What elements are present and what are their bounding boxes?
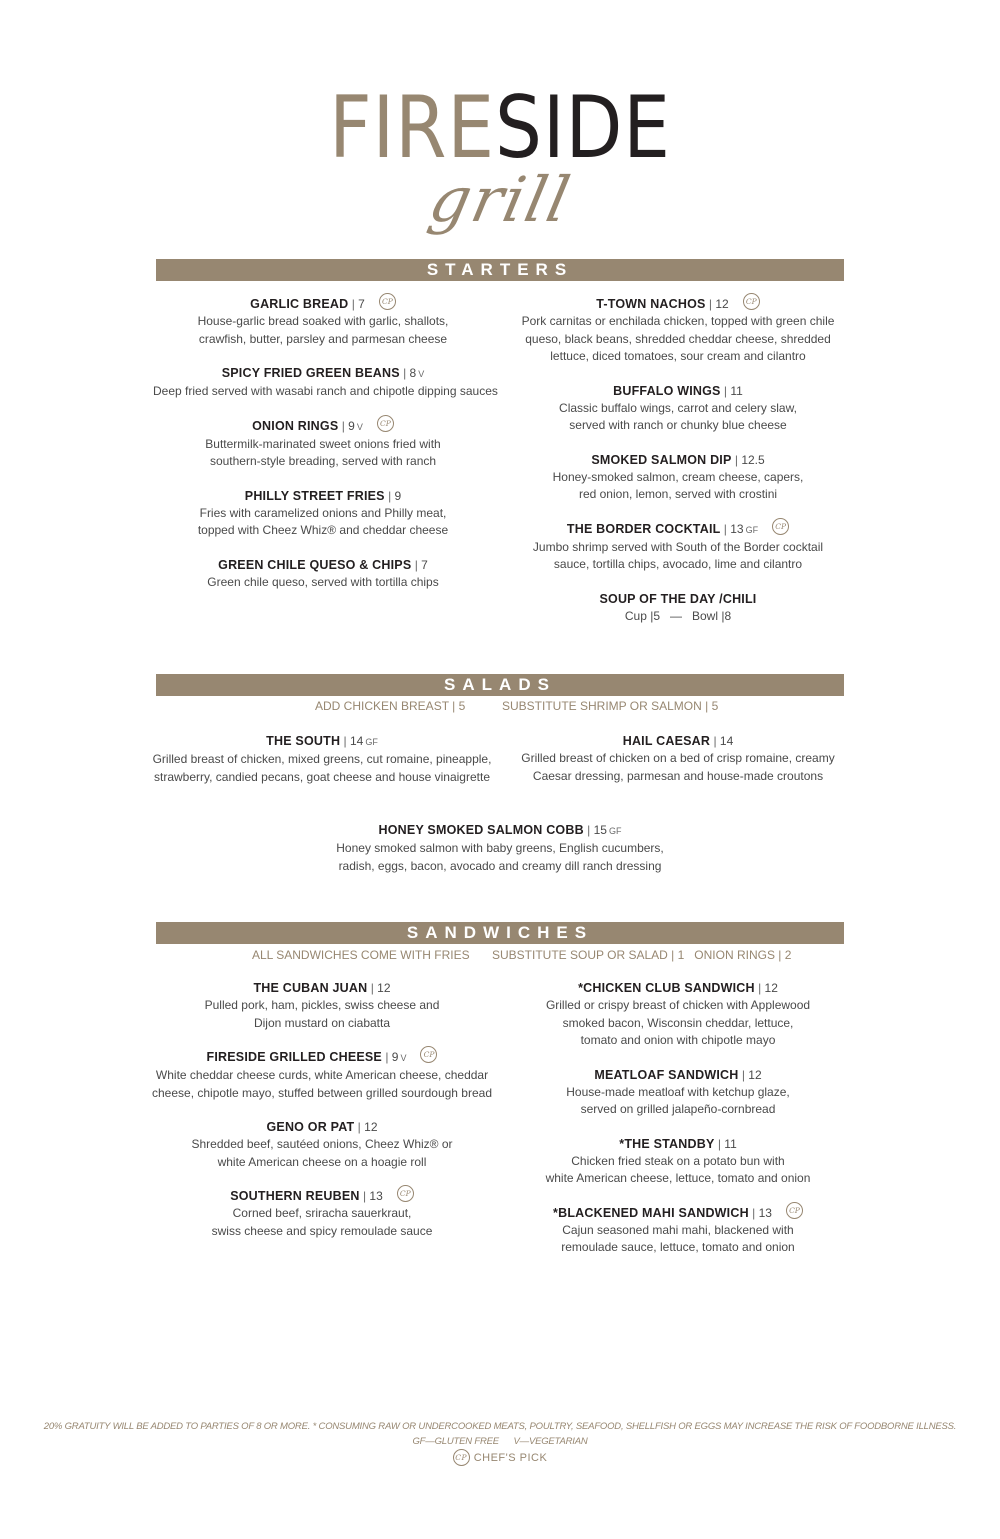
menu-item-description: Dijon mustard on ciabatta	[253, 1015, 391, 1030]
menu-item	[153, 487, 493, 540]
menu-item-description: Grilled breast of chicken on a bed of crisp romaine, creamy	[521, 751, 835, 765]
menu-item-price: 13	[369, 1189, 383, 1203]
menu-item-description: red onion, lemon, served with crostini	[578, 487, 778, 502]
price-separator: |	[384, 488, 395, 503]
menu-item-price: 9	[348, 418, 355, 433]
menu-item	[508, 520, 848, 574]
chefs-pick-icon: CP	[377, 415, 394, 432]
menu-item-name: FIRESIDE GRILLED CHEESE	[206, 1050, 382, 1064]
section-header-salads: SALADS	[156, 674, 844, 696]
menu-item	[152, 1048, 492, 1102]
menu-item-price: 8	[409, 366, 417, 381]
menu-item-name: *CHICKEN CLUB SANDWICH	[578, 981, 755, 995]
menu-item-description: remoulade sauce, lettuce, tomato and onion	[561, 1240, 795, 1255]
chefs-pick-icon: CP	[397, 1185, 414, 1202]
menu-item-description: sauce, tortilla chips, avocado, lime and cilantro	[553, 557, 803, 572]
menu-item-name: SOUP OF THE DAY /CHILI	[599, 591, 757, 606]
menu-item-name: GENO OR PAT	[266, 1120, 355, 1134]
menu-item-description: crawfish, butter, parsley and parmesan cheese	[198, 331, 448, 346]
menu-item-name: *BLACKENED MAHI SANDWICH	[553, 1205, 749, 1220]
menu-item-description: Pulled pork, ham, pickles, swiss cheese and	[204, 998, 440, 1012]
menu-item-title	[508, 520, 848, 539]
menu-item-title	[153, 417, 493, 436]
menu-item-description: served with ranch or chunky blue cheese	[569, 418, 787, 433]
menu-item-description: Grilled or crispy breast of chicken with Applewood	[545, 998, 811, 1012]
menu-item-description: Chicken fried steak on a potato bun with	[571, 1153, 785, 1168]
salads-center-column	[330, 821, 670, 875]
menu-item-description: Green chile queso, served with tortilla chips	[207, 574, 439, 589]
menu-item-price: 9	[394, 488, 402, 503]
menu-item-description: Cajun seasoned mahi mahi, blackened with	[562, 1222, 794, 1237]
menu-item-description: Buttermilk-marinated sweet onions fried with	[205, 436, 441, 451]
menu-item-title	[508, 451, 848, 469]
menu-item-title	[330, 821, 670, 840]
menu-item-description: white American cheese, lettuce, tomato and onion	[545, 1171, 811, 1185]
menu-item-title	[508, 590, 848, 608]
price-separator: |	[738, 1067, 749, 1082]
menu-item-title	[152, 979, 492, 997]
price-separator: |	[748, 1205, 759, 1220]
menu-item-title	[508, 732, 848, 750]
menu-item-title	[153, 295, 493, 313]
menu-item-name: GREEN CHILE QUESO & CHIPS	[218, 557, 412, 572]
menu-item	[508, 590, 848, 626]
menu-item-description: House-garlic bread soaked with garlic, shallots,	[197, 314, 449, 329]
menu-item	[152, 732, 492, 786]
dietary-tag: GF	[745, 524, 759, 535]
chefs-pick-icon: CP	[786, 1202, 803, 1219]
menu-item-price: 12	[715, 297, 729, 311]
menu-item	[152, 1187, 492, 1240]
chefs-pick-icon: CP	[420, 1046, 437, 1063]
menu-item-price: 14	[349, 734, 364, 748]
menu-item-name: SPICY FRIED GREEN BEANS	[221, 366, 400, 381]
menu-item-description: Honey-smoked salmon, cream cheese, capers,	[552, 469, 804, 484]
price-separator: |	[399, 366, 410, 381]
salads-left-column	[152, 732, 492, 786]
menu-item-price: 15	[593, 823, 607, 837]
gratuity-disclaimer: 20% GRATUITY WILL BE ADDED TO PARTIES OF 8 OR MORE. * CONSUMING RAW OR UNDERCOOKED MEATS, POULTRY, SEAFOOD, SHELLFISH OR EGGS MAY INCREASE THE RISK OF FOODBORNE ILLNESS.	[43, 1421, 957, 1432]
dietary-legend: GF—GLUTEN FREE V—VEGETARIAN	[412, 1436, 588, 1447]
menu-item-description: Cup |5 — Bowl |8	[624, 608, 732, 623]
menu-item	[152, 979, 492, 1032]
menu-item-title	[152, 1048, 492, 1067]
price-separator: |	[714, 1136, 725, 1151]
menu-item-name: ONION RINGS	[252, 418, 339, 433]
menu-item	[153, 295, 493, 348]
menu-item-title	[508, 1135, 848, 1153]
menu-item-title	[153, 556, 493, 574]
menu-item	[153, 364, 498, 401]
menu-item-price: 11	[730, 383, 743, 398]
price-separator: |	[338, 418, 349, 433]
menu-item-price: 12	[748, 1067, 762, 1082]
menu-item-price: 11	[724, 1136, 737, 1151]
menu-item-title	[152, 1187, 492, 1205]
menu-item	[508, 451, 848, 504]
sandwiches-substitute-note: SUBSTITUTE SOUP OR SALAD | 1 ONION RINGS | 2	[492, 948, 792, 962]
menu-item-price: 13	[758, 1205, 772, 1220]
price-separator: |	[348, 297, 359, 311]
menu-item	[508, 1135, 848, 1188]
logo-fire: FIRE	[329, 78, 496, 178]
menu-item-title	[153, 487, 493, 505]
chefs-pick-icon: CP	[743, 293, 760, 310]
menu-item-description: smoked bacon, Wisconsin cheddar, lettuce,	[562, 1015, 794, 1030]
price-separator: |	[731, 452, 742, 467]
menu-item-description: Jumbo shrimp served with South of the Border cocktail	[532, 539, 824, 554]
price-separator: |	[754, 981, 765, 995]
menu-item-description: topped with Cheez Whiz® and cheddar cheese	[197, 523, 449, 538]
menu-item-title	[508, 979, 848, 997]
menu-item-description: strawberry, candied pecans, goat cheese and house vinaigrette	[154, 769, 490, 784]
dietary-tag: GF	[608, 826, 622, 836]
logo-grill-script: grill	[422, 163, 578, 236]
menu-item-name: SOUTHERN REUBEN	[230, 1189, 360, 1203]
menu-item-title	[152, 1118, 492, 1136]
price-separator: |	[583, 823, 594, 837]
salads-right-column	[508, 732, 848, 785]
menu-item-description: cheese, chipotle mayo, stuffed between grilled sourdough bread	[152, 1085, 493, 1100]
price-separator: |	[354, 1120, 365, 1134]
salads-substitute-note: SUBSTITUTE SHRIMP OR SALMON | 5	[502, 699, 719, 713]
menu-item	[508, 1066, 848, 1119]
menu-item-name: *THE STANDBY	[619, 1136, 715, 1151]
menu-item-name: THE BORDER COCKTAIL	[566, 521, 721, 536]
chefs-pick-icon: CP	[453, 1449, 470, 1466]
menu-item-title	[508, 382, 848, 400]
chefs-pick-legend	[0, 1449, 1000, 1467]
menu-item-title	[508, 1204, 848, 1222]
menu-item-price: 7	[421, 557, 428, 572]
menu-item-description: Fries with caramelized onions and Philly meat,	[199, 505, 447, 520]
menu-item-name: MEATLOAF SANDWICH	[594, 1067, 739, 1082]
menu-item-name: GARLIC BREAD	[250, 297, 349, 311]
menu-item-price: 9	[391, 1050, 399, 1064]
menu-item-price: 14	[719, 734, 734, 748]
menu-item-description: Grilled breast of chicken, mixed greens, cut romaine, pineapple,	[152, 752, 492, 766]
section-header-sandwiches: SANDWICHES	[156, 922, 844, 944]
menu-item-price: 12.5	[741, 452, 765, 467]
menu-item	[508, 295, 848, 366]
menu-item	[153, 556, 493, 592]
menu-item-description: Pork carnitas or enchilada chicken, topped with green chile	[521, 314, 835, 329]
menu-item-price: 7	[358, 297, 365, 311]
price-separator: |	[720, 383, 731, 398]
menu-item-description: lettuce, diced tomatoes, sour cream and cilantro	[550, 349, 806, 364]
price-separator: |	[710, 734, 720, 748]
menu-item-name: HONEY SMOKED SALMON COBB	[378, 823, 584, 837]
restaurant-logo	[0, 78, 1000, 236]
starters-right-column	[508, 295, 848, 625]
menu-item-description: tomato and onion with chipotle mayo	[580, 1033, 776, 1047]
menu-item-description: White cheddar cheese curds, white American cheese, cheddar	[155, 1068, 489, 1082]
menu-item-description: queso, black beans, shredded cheddar cheese, shredded	[525, 331, 831, 346]
menu-item-description: white American cheese on a hoagie roll	[217, 1154, 427, 1169]
sandwiches-fries-note: ALL SANDWICHES COME WITH FRIES	[252, 948, 470, 962]
menu-item-price: 12	[364, 1120, 378, 1134]
menu-item-description: Honey smoked salmon with baby greens, English cucumbers,	[336, 841, 664, 855]
dietary-tag: GF	[365, 737, 378, 747]
menu-item-title	[153, 364, 493, 383]
menu-item-description: southern-style breading, served with ranch	[209, 454, 437, 469]
menu-item-price: 12	[377, 981, 391, 995]
price-separator: |	[359, 1189, 370, 1203]
price-separator: |	[367, 981, 378, 995]
menu-item	[153, 417, 493, 471]
price-separator: |	[705, 297, 716, 311]
menu-item-name: THE CUBAN JUAN	[253, 981, 368, 995]
menu-item-description: Corned beef, sriracha sauerkraut,	[232, 1206, 412, 1221]
menu-item-description: Deep fried served with wasabi ranch and chipotle dipping sauces	[153, 384, 498, 399]
chefs-pick-icon: CP	[772, 518, 789, 535]
menu-item-price: 13	[730, 521, 744, 536]
menu-item-name: HAIL CAESAR	[622, 734, 711, 748]
chefs-pick-icon: CP	[379, 293, 396, 310]
menu-item	[508, 732, 848, 785]
menu-item-name: SMOKED SALMON DIP	[591, 452, 732, 467]
salads-add-note: ADD CHICKEN BREAST | 5	[315, 699, 466, 713]
menu-item-title	[508, 295, 848, 313]
menu-item	[508, 382, 848, 435]
menu-item-name: PHILLY STREET FRIES	[244, 488, 385, 503]
dietary-tag: V	[418, 369, 425, 380]
menu-item	[152, 1118, 492, 1171]
section-header-starters: STARTERS	[156, 259, 844, 281]
menu-item	[508, 1204, 848, 1257]
price-separator: |	[720, 521, 731, 536]
menu-item-title	[152, 732, 492, 751]
sandwiches-right-column	[508, 979, 848, 1257]
dietary-tag: V	[400, 1053, 407, 1063]
starters-left-column	[153, 295, 498, 591]
price-separator: |	[381, 1050, 392, 1064]
menu-item	[330, 821, 670, 875]
logo-side: SIDE	[495, 78, 671, 178]
menu-item-description: swiss cheese and spicy remoulade sauce	[211, 1223, 433, 1238]
menu-item-price: 12	[764, 981, 778, 995]
menu-item-description: Classic buffalo wings, carrot and celery slaw,	[559, 400, 797, 415]
menu-item-title	[508, 1066, 848, 1084]
menu-item-name: BUFFALO WINGS	[613, 383, 721, 398]
menu-item-description: Shredded beef, sautéed onions, Cheez Whiz® or	[191, 1137, 453, 1151]
menu-item-name: THE SOUTH	[266, 734, 341, 748]
chefs-pick-label: CHEF'S PICK	[473, 1452, 548, 1464]
menu-item-name: T-TOWN NACHOS	[596, 297, 706, 311]
price-separator: |	[411, 557, 422, 572]
sandwiches-left-column	[152, 979, 492, 1240]
menu-item	[508, 979, 848, 1050]
dietary-tag: V	[356, 421, 363, 432]
menu-item-description: Caesar dressing, parmesan and house-made croutons	[532, 768, 824, 783]
menu-footer	[0, 1419, 1000, 1467]
menu-item-description: House-made meatloaf with ketchup glaze,	[566, 1084, 790, 1099]
price-separator: |	[340, 734, 350, 748]
menu-item-description: served on grilled jalapeño-cornbread	[580, 1102, 776, 1116]
menu-item-description: radish, eggs, bacon, avocado and creamy dill ranch dressing	[338, 858, 662, 873]
